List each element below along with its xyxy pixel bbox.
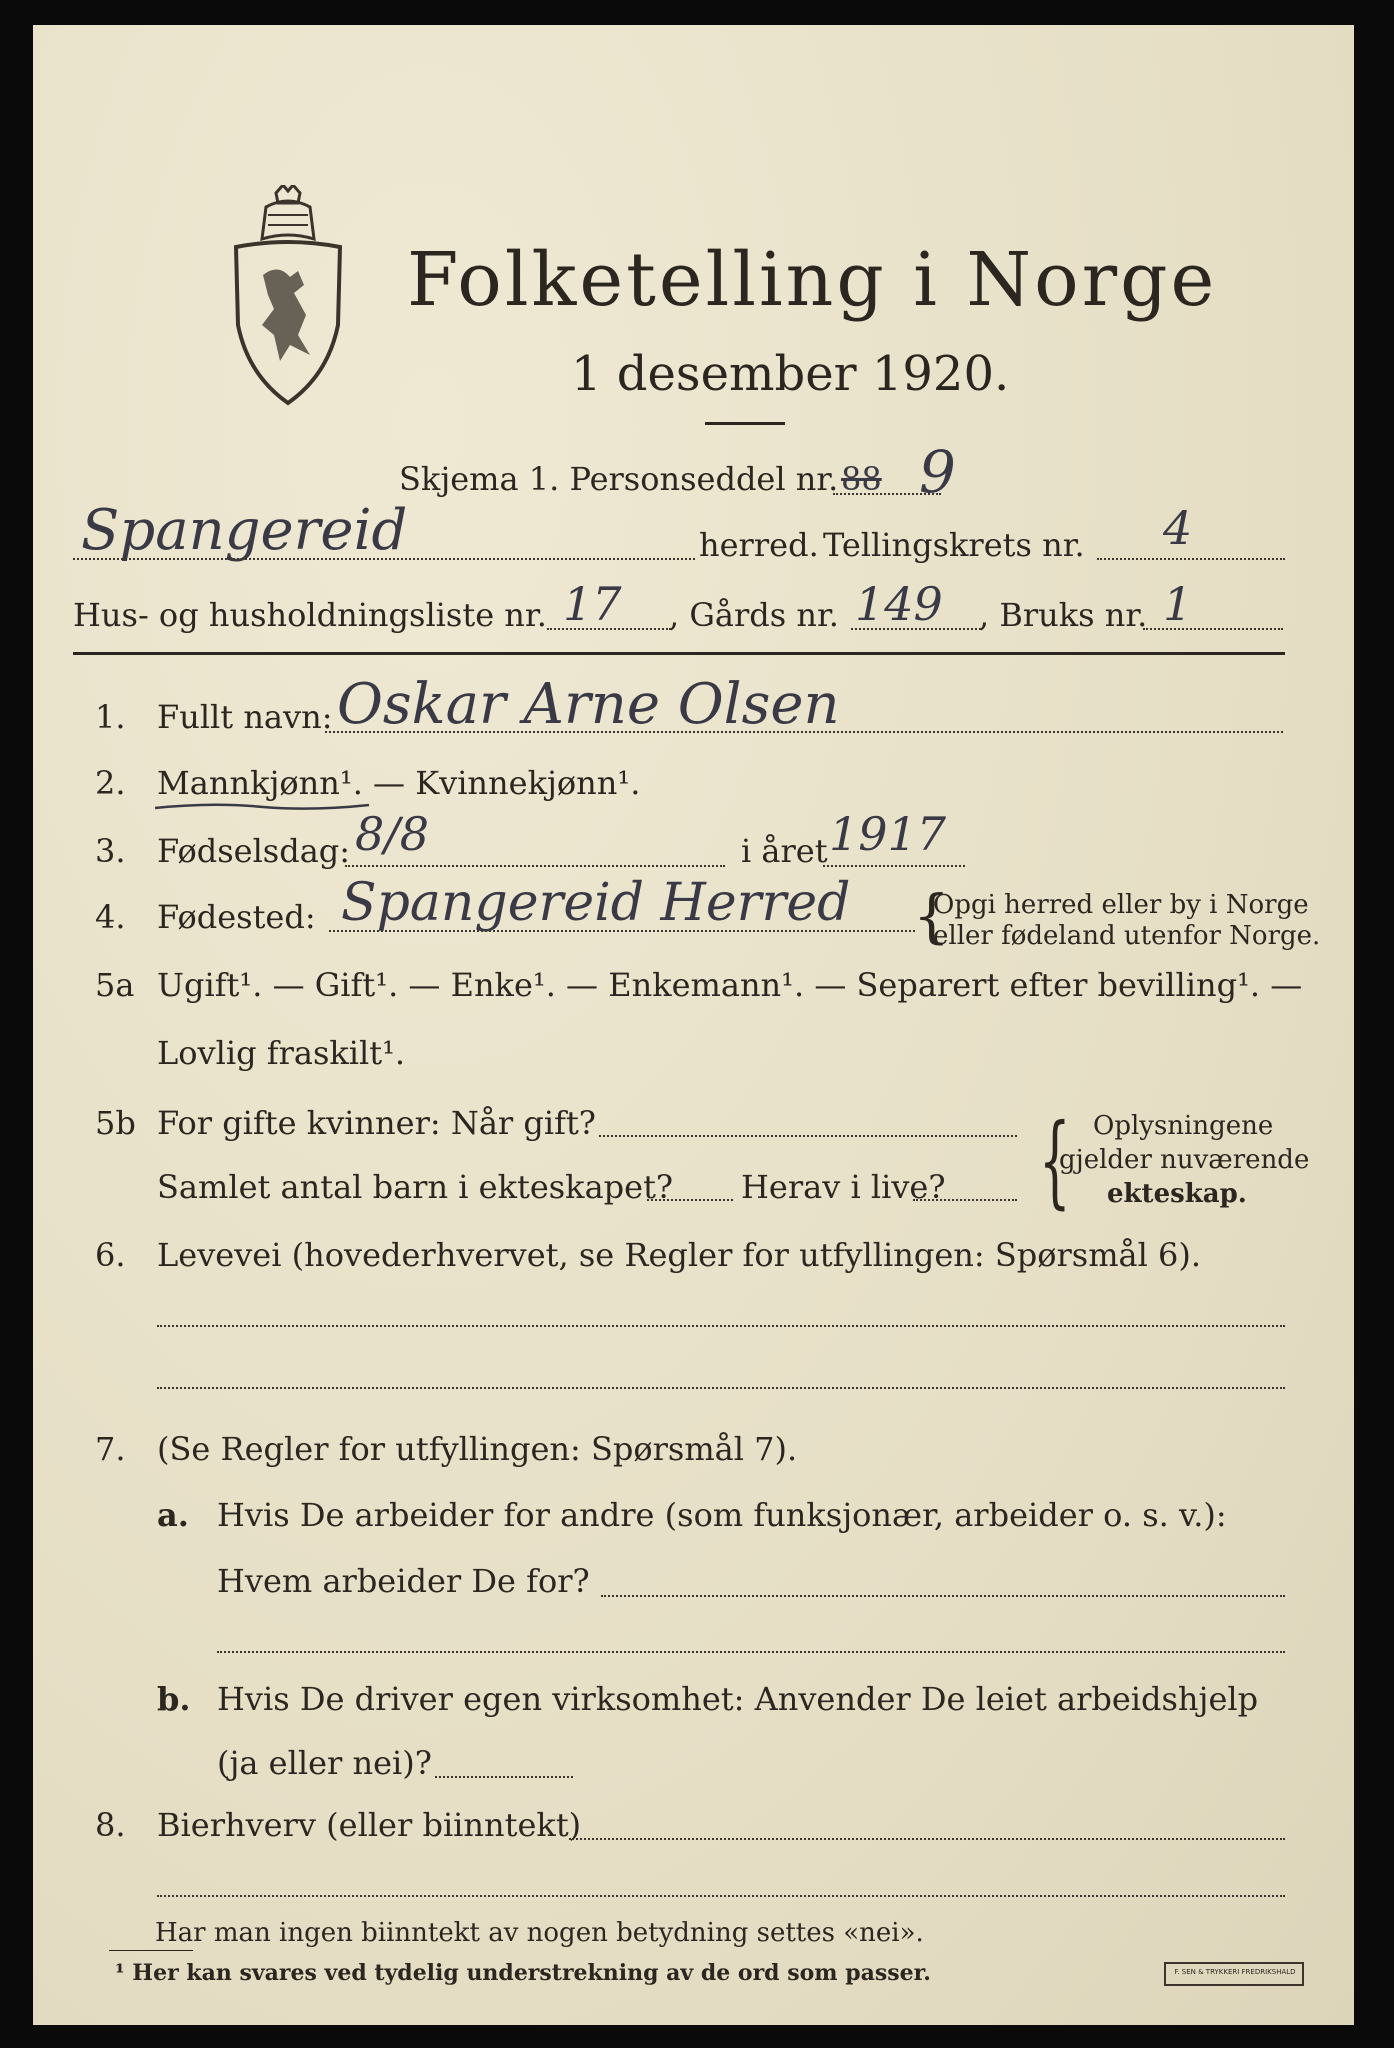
tellingskrets-label: Tellingskrets nr. xyxy=(823,526,1085,564)
q2-number: 2. xyxy=(95,764,126,802)
q5b-line2a: Samlet antal barn i ekteskapet? xyxy=(157,1168,674,1206)
q3-year-value: 1917 xyxy=(829,807,947,861)
q5b-alive-line xyxy=(913,1199,1017,1201)
q7a-line xyxy=(601,1595,1285,1597)
q8-number: 8. xyxy=(95,1806,126,1844)
q5b-note-brace: { xyxy=(1038,1102,1071,1219)
q7a-extra-line xyxy=(217,1651,1285,1653)
q1-value: Oskar Arne Olsen xyxy=(337,672,840,737)
q4-label: Fødested: xyxy=(157,898,316,936)
q4-note-line2: eller fødeland utenfor Norge. xyxy=(933,921,1321,951)
q5b-note-line3: ekteskap. xyxy=(1107,1179,1247,1209)
herred-value: Spangereid xyxy=(81,498,408,563)
q7-label: (Se Regler for utfyllingen: Spørsmål 7). xyxy=(157,1430,798,1468)
q5b-children-line xyxy=(647,1199,733,1201)
hus-value: 17 xyxy=(563,577,622,631)
q5a-line1: Ugift¹. — Gift¹. — Enke¹. — Enkemann¹. — Separert efter bevilling¹. — xyxy=(157,966,1303,1004)
q4-note-line1: Opgi herred eller by i Norge xyxy=(933,890,1309,920)
header-separator xyxy=(73,652,1285,655)
q3-number: 3. xyxy=(95,832,126,870)
q4-note-brace: { xyxy=(913,882,950,950)
q2-label: Mannkjønn¹. — Kvinnekjønn¹. xyxy=(157,764,641,802)
printer-stamp xyxy=(1164,1962,1304,1986)
q7-number: 7. xyxy=(95,1430,126,1468)
q5b-line1: For gifte kvinner: Når gift? xyxy=(157,1104,596,1142)
q7b-line1: Hvis De driver egen virksomhet: Anvender De leiet arbeidshjelp xyxy=(217,1680,1259,1718)
gards-value: 149 xyxy=(855,577,943,631)
gards-label: , Gårds nr. xyxy=(669,596,839,634)
q8-line2 xyxy=(157,1895,1285,1897)
herred-line xyxy=(73,558,695,560)
footnote: ¹ Her kan svares ved tydelig understrekning av de ord som passer. xyxy=(115,1960,931,1986)
q5b-line2b: Herav i live? xyxy=(741,1168,946,1206)
bruks-value: 1 xyxy=(1163,577,1193,631)
q4-number: 4. xyxy=(95,898,126,936)
q7b-line xyxy=(435,1776,573,1778)
tellingskrets-line xyxy=(1097,558,1285,560)
personseddel-value: 9 xyxy=(919,438,956,506)
q6-number: 6. xyxy=(95,1236,126,1274)
q3-value: 8/8 xyxy=(355,807,430,861)
q7a-line2: Hvem arbeider De for? xyxy=(217,1562,590,1600)
q7b-line2: (ja eller nei)? xyxy=(217,1744,432,1782)
census-form-page xyxy=(33,25,1354,2025)
q7a-line1: Hvis De arbeider for andre (som funksjonær, arbeider o. s. v.): xyxy=(217,1496,1227,1534)
hus-label: Hus- og husholdningsliste nr. xyxy=(73,596,547,634)
q5b-note-line2: gjelder nuværende xyxy=(1059,1145,1310,1175)
q4-value: Spangereid Herred xyxy=(341,873,851,933)
q5b-note-line1: Oplysningene xyxy=(1093,1111,1274,1141)
q6-label: Levevei (hovederhvervet, se Regler for utfyllingen: Spørsmål 6). xyxy=(157,1236,1202,1274)
title-divider xyxy=(705,422,785,425)
q1-label: Fullt navn: xyxy=(157,698,333,736)
q3-year-line xyxy=(823,865,965,867)
nei-note: Har man ingen biinntekt av nogen betydning settes «nei». xyxy=(155,1918,924,1948)
q8-line1 xyxy=(569,1838,1285,1840)
q3-year-label: i året xyxy=(741,832,828,870)
q8-label: Bierhverv (eller biinntekt) xyxy=(157,1806,582,1844)
q2-handwritten-underline xyxy=(153,800,373,814)
q6-line1 xyxy=(157,1325,1285,1327)
q3-day-line xyxy=(345,865,725,867)
personseddel-struck-value: 88 xyxy=(841,460,882,498)
form-title: Folketelling i Norge xyxy=(407,237,1218,323)
q6-line2 xyxy=(157,1387,1285,1389)
q1-number: 1. xyxy=(95,698,126,736)
q7b-letter: b. xyxy=(157,1680,191,1718)
q5b-when-line xyxy=(599,1135,1017,1137)
q5a-number: 5a xyxy=(95,966,135,1004)
herred-label: herred. xyxy=(699,526,819,564)
q5b-number: 5b xyxy=(95,1104,136,1142)
form-date: 1 desember 1920. xyxy=(571,346,1010,402)
q3-label: Fødselsdag: xyxy=(157,832,351,870)
footnote-rule xyxy=(109,1950,193,1951)
bruks-label: , Bruks nr. xyxy=(979,596,1148,634)
tellingskrets-value: 4 xyxy=(1163,501,1193,555)
printer-stamp-text: F. SEN & TRYKKERI FREDRIKSHALD xyxy=(1174,1968,1296,1976)
q7a-letter: a. xyxy=(157,1496,189,1534)
q5a-line2: Lovlig fraskilt¹. xyxy=(157,1034,406,1072)
personseddel-label: Skjema 1. Personseddel nr. xyxy=(399,460,839,498)
coat-of-arms-icon xyxy=(228,185,348,410)
